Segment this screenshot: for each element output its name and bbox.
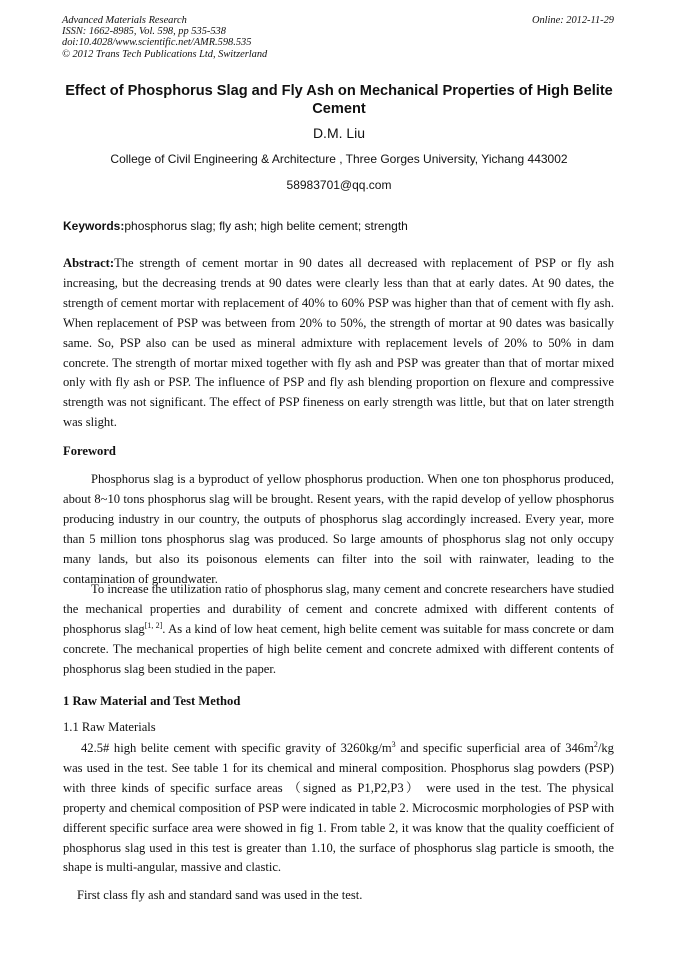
foreword-paragraph-1: Phosphorus slag is a byproduct of yellow phosphorus production. When one ton phosphorus produced, about 8~10 tons phosphorus slag will be brought. Resent years, with the rapid develop of yellow phosphorus producing industry in our country, the outputs of phosphorus slag accordingly increased. Every year, more than 5 million tons phosphorus slag was produced. So large amounts of phosphorus slag not only occupy many lands, but also its poisonous elements can filter into the soil with rainwater, leading to the contamination of groundwater. — [63, 472, 614, 586]
foreword-p2-text-a: To increase the utilization ratio of phosphorus slag, many cement and concrete researchers have studied the mechanical properties and durability of cement and concrete admixed with different contents of phosphorus slag — [63, 582, 614, 636]
raw-text-a: 42.5# high belite cement with specific gravity of 3260kg/m — [81, 741, 392, 755]
section-1-heading: 1 Raw Material and Test Method — [63, 694, 241, 708]
abstract — [63, 254, 614, 433]
author-affiliation: College of Civil Engineering & Architecture , Three Gorges University, Yichang 443002 — [110, 152, 568, 166]
online-date: Online: 2012-11-29 — [531, 15, 614, 26]
raw-text-c: /kg was used in the test. See table 1 for its chemical and mineral composition. Phosphorus slag powders (PSP) with three kinds of specific surface areas （signed as P1,P2,P3） were used in the test. The physical property and chemical composition of PSP were indicated in table 2. Microcosmic morphologies of PSP with different specific surface area were showed in fig 1. From table 2, it was know that the quality coefficient of phosphorus slag used in this test is greater than 1.10, the surface of phosphorus slag particle is smooth, the shape is multi-angular, massive and clastic. — [63, 741, 614, 875]
journal-name: Advanced Materials Research — [62, 15, 187, 26]
doi-line: doi:10.4028/www.scientific.net/AMR.598.535 — [62, 37, 252, 49]
raw-text-b: and specific superficial area of 346m — [395, 741, 594, 755]
copyright-line: © 2012 Trans Tech Publications Ltd, Switzerland — [62, 48, 268, 60]
subsection-1-1-heading: 1.1 Raw Materials — [63, 720, 156, 734]
foreword-paragraph-2 — [63, 580, 614, 680]
keywords-label: Keywords: — [63, 219, 125, 233]
issn-line: ISSN: 1662-8985, Vol. 598, pp 535-538 — [62, 26, 226, 38]
author-name: D.M. Liu — [312, 125, 366, 141]
raw-materials-paragraph — [63, 739, 614, 878]
journal-header — [62, 15, 267, 60]
citation-ref: [1, 2] — [144, 620, 163, 630]
unit-superscript-3: 3 — [391, 739, 396, 749]
fly-ash-paragraph: First class fly ash and standard sand was used in the test. — [77, 888, 363, 902]
abstract-label: Abstract: — [63, 256, 115, 270]
keywords — [63, 218, 408, 234]
foreword-heading: Foreword — [63, 444, 116, 458]
keywords-text: phosphorus slag; fly ash; high belite cement; strength — [124, 219, 408, 233]
unit-superscript-2: 2 — [593, 739, 598, 749]
abstract-text: The strength of cement mortar in 90 dates all decreased with replacement of PSP or fly ash increasing, but the decreasing trends at 90 dates were clearly less than that at early dates. At 90 dates, the strength of cement mortar with replacement of 40% to 60% PSP was higher than that of cement with fly ash. When replacement of PSP was between from 20% to 50%, the strength of mortar at 90 dates was basically same. So, PSP also can be used as mineral admixture with replacement levels of 20% to 50% in dam concrete. The strength of mortar mixed together with fly ash and PSP was greater than that of mortar mixed only with fly ash or PSP. The influence of PSP and fly ash blending proportion on flexure and compressive strength was not significant. The effect of PSP fineness on early strength was little, but that on later strength was slight. — [63, 256, 614, 430]
author-email: 58983701@qq.com — [286, 178, 392, 192]
paper-title: Effect of Phosphorus Slag and Fly Ash on Mechanical Properties of High Belite Cement — [65, 83, 613, 117]
foreword-p2-text-b: . As a kind of low heat cement, high belite cement was suitable for mass concrete or dam concrete. The mechanical properties of high belite cement and concrete admixed with different contents of phosphorus slag been studied in the paper. — [63, 621, 614, 676]
